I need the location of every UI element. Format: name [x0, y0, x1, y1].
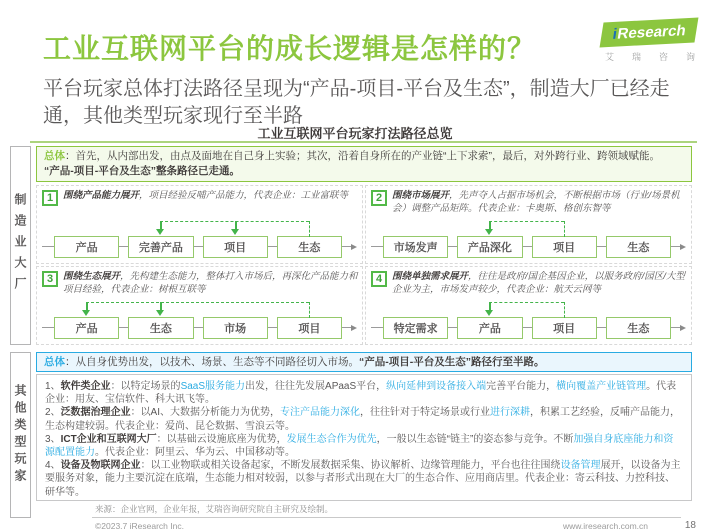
flow-node: 生态 — [128, 317, 193, 339]
arrow-right-icon — [351, 244, 357, 250]
quadrant-3-description: 围绕生态展开，先构建生态能力，整体打入市场后，再深化产品能力和项目经验，代表企业：树根互联等 — [63, 271, 358, 295]
flow-node: 市场 — [203, 317, 268, 339]
quadrant-3 — [36, 266, 363, 345]
copyright: ©2023.7 iResearch Inc. — [95, 521, 184, 531]
other-players-detail-panel — [36, 374, 692, 501]
feedback-arrowhead-icon — [485, 310, 493, 316]
flow-node: 项目 — [532, 317, 597, 339]
flow-node: 产品深化 — [457, 236, 522, 258]
quadrant-grid — [36, 185, 692, 345]
quadrant-1-flow — [41, 217, 358, 261]
manufacturers-summary: 总体：首先，从内部出发，由点及面地在自己身上实验；其次，沿着自身所在的产业链“上下求索”，最后，对外跨行业、跨领域赋能。 “产品-项目-平台及生态”整条路径已走通。 — [36, 146, 692, 182]
flow-lead-line — [371, 246, 383, 247]
row-label-other-players: 其他类型玩家 — [10, 352, 31, 518]
quadrant-1-badge: 1 — [42, 190, 58, 206]
flow-lead-line — [371, 327, 383, 328]
page-title: 工业互联网平台的成长逻辑是怎样的？ — [43, 33, 537, 64]
list-item-software: 1、软件类企业：以特定场景的SaaS服务能力出发，往往先发展APaaS平台，纵向延伸到设备接入端完善平台能力，横向覆盖产业链管理。代表企业：用友、宝信软件、科大讯飞等。 — [45, 381, 677, 406]
feedback-arrowhead-icon — [231, 229, 239, 235]
quadrant-1 — [36, 185, 363, 264]
other-players-summary: 总体：从自身优势出发，以技术、场景、生态等不同路径切入市场。“产品-项目-平台及生态”路径行至半路。 — [36, 352, 692, 372]
logo-text: Research — [616, 22, 688, 43]
quadrant-2 — [365, 185, 692, 264]
website-url: www.iresearch.com.cn — [562, 521, 648, 531]
logo-i: i — [611, 25, 617, 43]
quadrant-1-description: 围绕产品能力展开，项目经验反哺产品能力，代表企业：工业富联等 — [63, 190, 349, 201]
logo-chinese-name: 艾 瑞 咨 询 — [605, 52, 695, 62]
page-subtitle: 平台玩家总体打法路径呈现为“产品-项目-平台及生态”，制造大厂已经走通，其他类型玩家现行至半路 — [43, 78, 670, 127]
flow-lead-line — [42, 246, 54, 247]
quadrant-2-description: 围绕市场展开，先声夺人占据市场机会，不断根据市场（行业/场景机会）调整产品矩阵。代表企业：卡奥斯、格创东智等 — [392, 190, 680, 214]
footer-divider — [92, 517, 681, 518]
flow-node: 项目 — [203, 236, 268, 258]
flow-node: 生态 — [277, 236, 342, 258]
flow-node: 生态 — [606, 317, 671, 339]
iresearch-logo — [602, 20, 698, 63]
quadrant-2-flow — [370, 217, 687, 261]
feedback-line — [86, 302, 309, 303]
figure-title: 工业互联网平台玩家打法路径总览 — [257, 126, 453, 141]
feedback-line — [564, 221, 565, 237]
arrow-right-icon — [680, 244, 686, 250]
feedback-arrowhead-icon — [156, 229, 164, 235]
flow-node: 生态 — [606, 236, 671, 258]
feedback-line — [309, 221, 310, 237]
feedback-line — [309, 302, 310, 318]
quadrant-4 — [365, 266, 692, 345]
flow-node: 产品 — [457, 317, 522, 339]
source-note: 来源：企业官网，企业年报，艾瑞咨询研究院自主研究及绘制。 — [95, 504, 334, 514]
flow-node: 特定需求 — [383, 317, 448, 339]
quadrant-4-badge: 4 — [371, 271, 387, 287]
flow-node: 项目 — [532, 236, 597, 258]
title-divider — [30, 141, 697, 143]
row-label-manufacturers: 制造业大厂 — [10, 146, 31, 345]
feedback-line — [489, 221, 564, 222]
list-item-data-governance: 2、泛数据治理企业：以AI、大数据分析能力为优势，专注产品能力深化，往往针对于特定场景或行业进行深耕，积累工艺经验，反哺产品能力，生态构建较弱。代表企业：爱尚、昆仑数据、雪浪云等。 — [45, 407, 681, 432]
list-item-device-iot: 4、设备及物联网企业：以工业物联或相关设备起家，不断发展数据采集、协议解析、边缘管理能力，平台也往往围绕设备管理展开，以设备为主要服务对象，能力主要沉淀在底端，生态能力相对较弱，以参与者形式出现在大厂的生态合作、应用商店里。代表企业：寄云科技、力控科技、研华等。 — [45, 460, 681, 498]
feedback-arrowhead-icon — [156, 310, 164, 316]
quadrant-4-flow — [370, 298, 687, 342]
iresearch-logo-mark — [600, 18, 699, 48]
quadrant-3-flow — [41, 298, 358, 342]
arrow-right-icon — [680, 325, 686, 331]
flow-node: 市场发声 — [383, 236, 448, 258]
list-item-ict-internet: 3、ICT企业和互联网大厂：以基础云设施底座为优势，发展生态合作为优先，一般以生态链“链主”的姿态参与竞争。不断加强自身底座能力和资源配置能力。代表企业：阿里云、华为云、中国移动等。 — [45, 433, 674, 458]
page-number: 18 — [684, 520, 696, 531]
flow-node: 产品 — [54, 236, 119, 258]
arrow-right-icon — [351, 325, 357, 331]
quadrant-2-badge: 2 — [371, 190, 387, 206]
quadrant-3-badge: 3 — [42, 271, 58, 287]
feedback-line — [564, 302, 565, 318]
quadrant-4-description: 围绕单独需求展开，往往是政府/国企基因企业，以服务政府/园区/大型企业为主，市场发声较少，代表企业：航天云网等 — [392, 271, 685, 295]
flow-node: 产品 — [54, 317, 119, 339]
flow-node: 项目 — [277, 317, 342, 339]
flow-lead-line — [42, 327, 54, 328]
feedback-arrowhead-icon — [485, 229, 493, 235]
feedback-line — [489, 302, 564, 303]
flow-node: 完善产品 — [128, 236, 193, 258]
feedback-arrowhead-icon — [82, 310, 90, 316]
